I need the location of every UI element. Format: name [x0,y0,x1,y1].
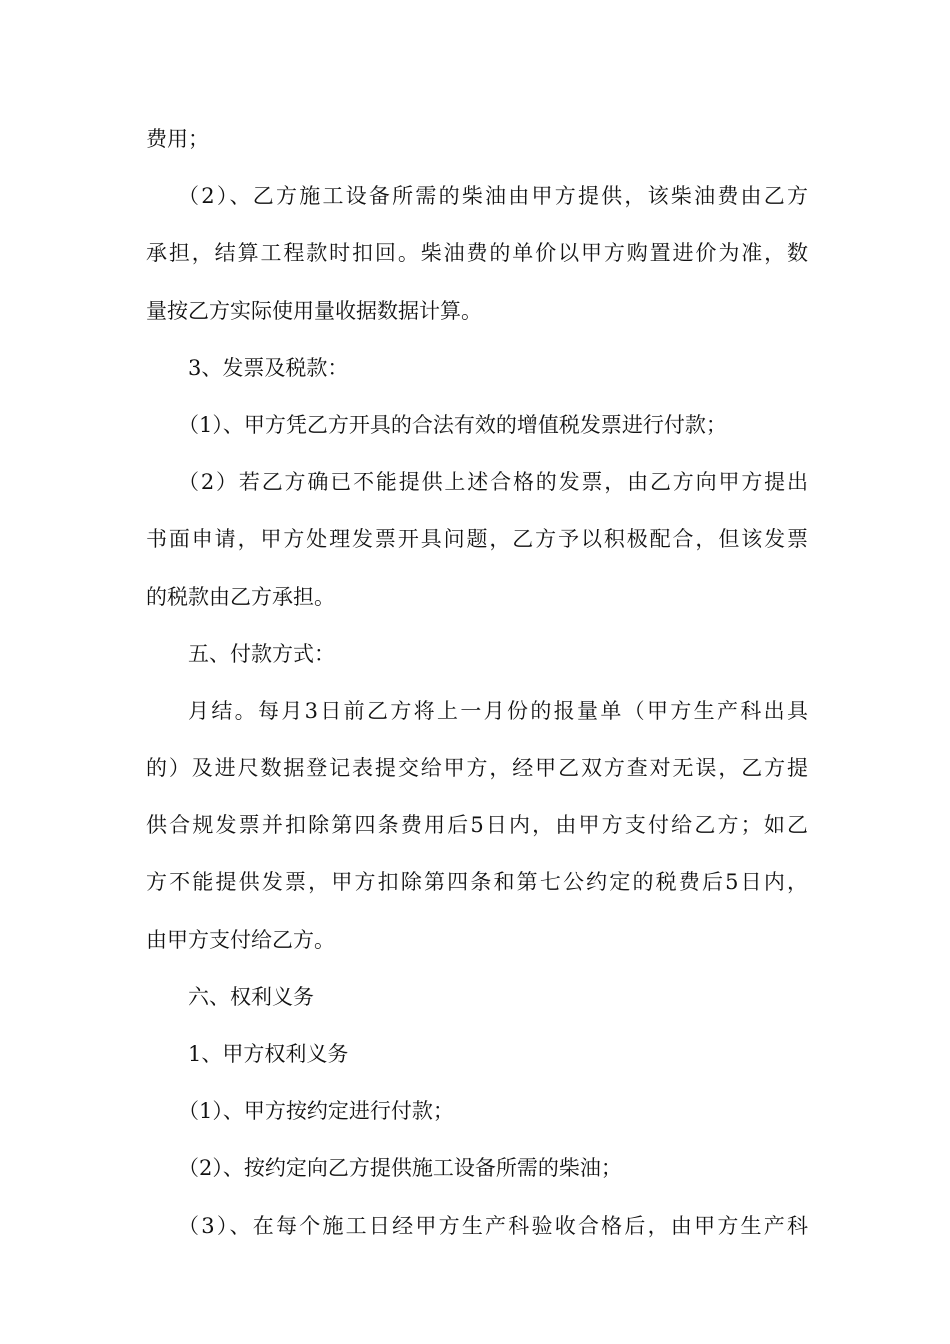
text-line: 五、付款方式： [188,641,335,666]
text-line: 的税款由乙方承担。 [146,584,335,609]
text-line: 由甲方支付给乙方。 [146,927,335,952]
text-line: 3、发票及税款： [188,355,349,380]
text-line: 六、权利义务 [188,984,314,1009]
text-line: （1）、甲方按约定进行付款； [178,1099,454,1124]
text-line: （2）若乙方确已不能提供上述合格的发票，由乙方向甲方提出 [178,470,808,495]
text-line: （3）、在每个施工日经甲方生产科验收合格后，由甲方生产科 [178,1213,808,1238]
text-line: 1、甲方权利义务 [188,1042,349,1066]
text-line: （2）、乙方施工设备所需的柴油由甲方提供，该柴油费由乙方 [178,184,808,209]
text-line: （1）、甲方凭乙方开具的合法有效的增值税发票进行付款； [178,412,727,437]
document-body [146,115,808,1259]
text-line: 书面申请，甲方处理发票开具问题，乙方予以积极配合，但该发票 [146,527,808,552]
text-line: 供合规发票并扣除第四条费用后5日内，由甲方支付给乙方；如乙 [146,813,808,838]
text-line: 月结。每月3日前乙方将上一月份的报量单（甲方生产科出具 [188,698,808,723]
text-line: （2）、按约定向乙方提供施工设备所需的柴油； [178,1156,622,1181]
text-line: 量按乙方实际使用量收据数据计算。 [146,298,482,323]
text-line: 的）及进尺数据登记表提交给甲方，经甲乙双方查对无误，乙方提 [146,756,808,781]
text-line: 承担，结算工程款时扣回。柴油费的单价以甲方购置进价为准，数 [146,241,808,266]
text-line: 费用； [146,127,209,151]
text-line: 方不能提供发票，甲方扣除第四条和第七公约定的税费后5日内， [146,870,808,895]
